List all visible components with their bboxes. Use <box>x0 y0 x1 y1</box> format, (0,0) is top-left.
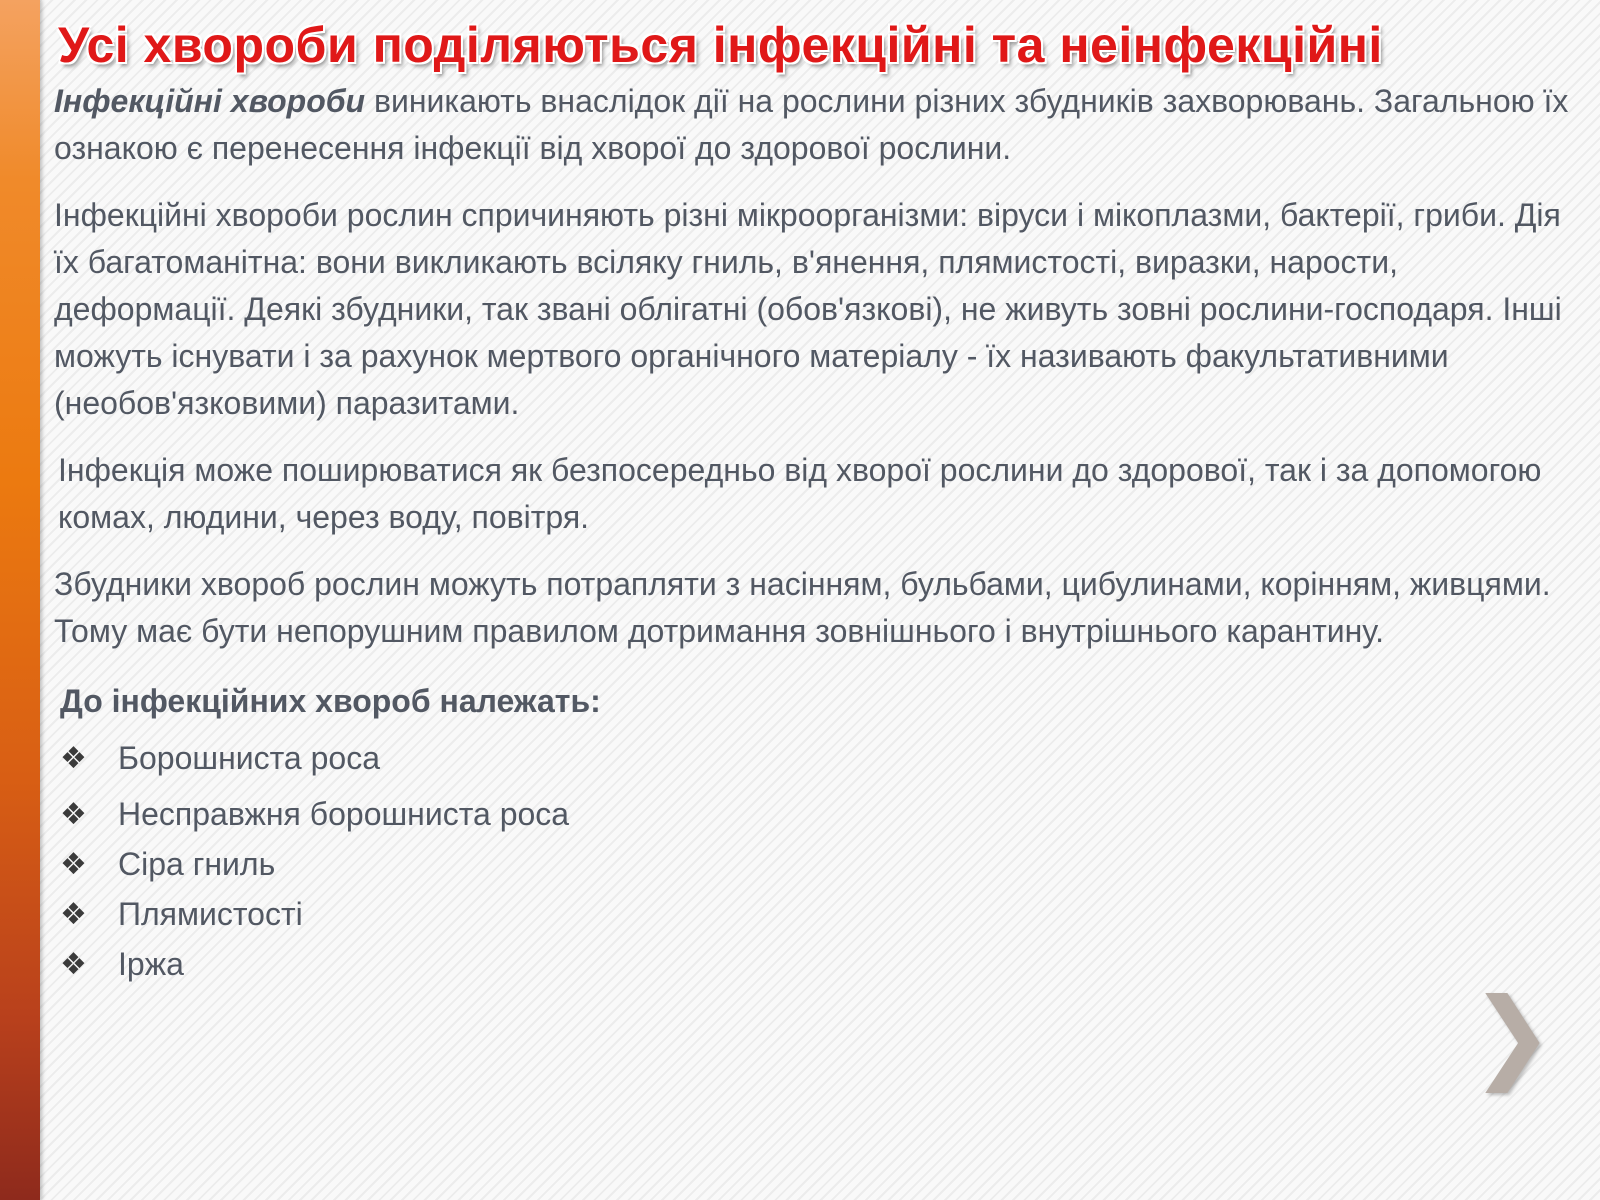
list-item <box>60 939 1574 989</box>
next-arrow-icon[interactable]: ❯ <box>1470 979 1554 1091</box>
list-item-label: Борошниста роса <box>118 739 380 776</box>
list-item <box>60 733 1574 783</box>
slide-content <box>54 78 1574 989</box>
list-item-label: Сіра гниль <box>118 845 276 882</box>
diamond-bullet-icon: ❖ <box>60 897 87 931</box>
diamond-bullet-icon: ❖ <box>60 847 87 881</box>
list-item-label: Плямистості <box>118 895 303 932</box>
paragraph-microorganisms: Інфекційні хвороби рослин спричиняють різні мікроорганізми: віруси і мікоплазми, бактерії, гриби. Дія їх багатоманітна: вони викликають всіляку гниль, в'янення, плямистості, виразки, нарости, деформації. Деякі збудники, так звані облігатні (обов'язкові), не живуть зовні рослини-господаря. Інші можуть існувати і за рахунок мертвого органічного матеріалу - їх називають факультативними (необов'язковими) паразитами. <box>54 197 1562 421</box>
term-infectious-diseases: Інфекційні хвороби <box>54 83 366 119</box>
diamond-bullet-icon: ❖ <box>60 947 87 981</box>
list-item <box>60 789 1574 839</box>
paragraph-infectious-definition <box>54 78 1574 172</box>
paragraph-infectious-definition-text: виникають внаслідок дії на рослини різних збудників захворювань. Загальною їх ознакою є перенесення інфекції від хворої до здорової рослини. <box>54 83 1569 166</box>
disease-list <box>54 733 1574 989</box>
disease-list-heading: До інфекційних хвороб належать: <box>60 683 601 719</box>
side-accent-bar <box>0 0 40 1200</box>
diamond-bullet-icon: ❖ <box>60 797 87 831</box>
paragraph-spread: Інфекція може поширюватися як безпосередньо від хворої рослини до здорової, так і за допомогою комах, людини, через воду, повітря. <box>58 452 1542 535</box>
slide-title: Усі хвороби поділяються інфекційні та неінфекційні <box>58 17 1383 73</box>
list-item <box>60 889 1574 939</box>
paragraph-quarantine: Збудники хвороб рослин можуть потрапляти з насінням, бульбами, цибулинами, корінням, живцями. Тому має бути непорушним правилом дотримання зовнішнього і внутрішнього карантину. <box>54 566 1551 649</box>
list-item-label: Несправжня борошниста роса <box>118 795 570 832</box>
list-item <box>60 839 1574 889</box>
diamond-bullet-icon: ❖ <box>60 741 87 775</box>
list-item-label: Іржа <box>118 945 184 982</box>
